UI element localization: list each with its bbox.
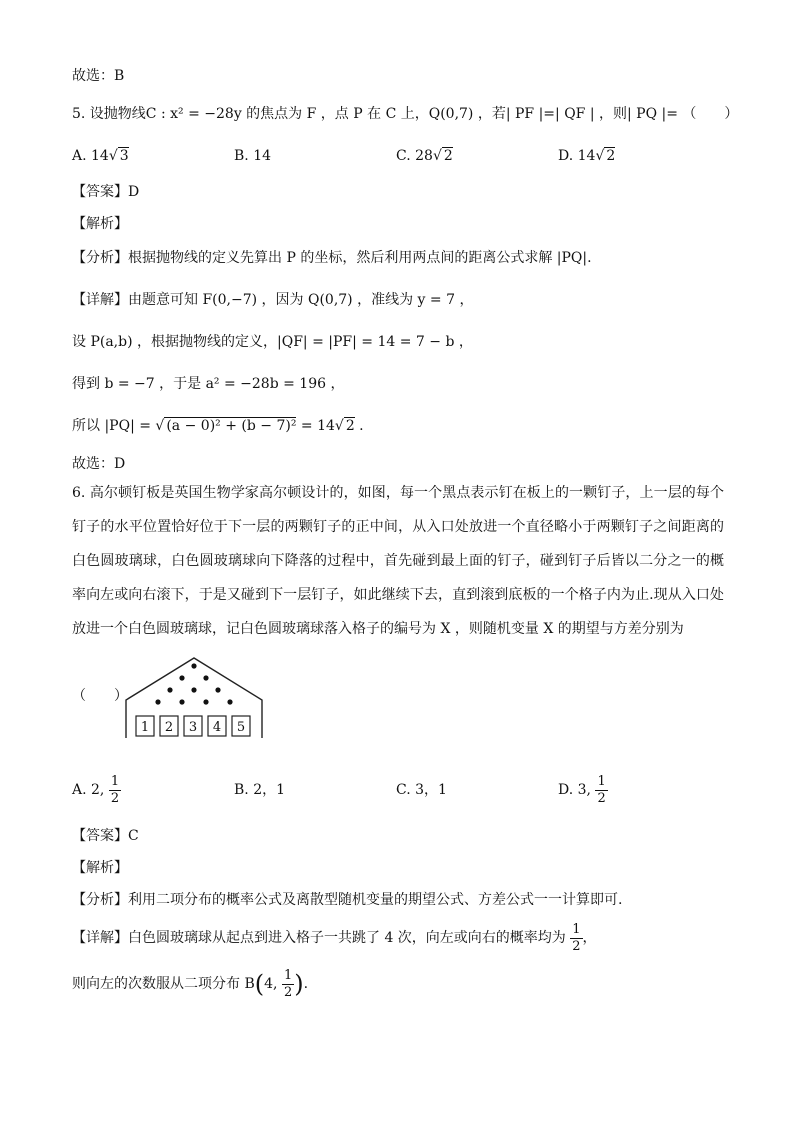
slot-label: 5: [236, 720, 246, 735]
formula-end: .: [354, 418, 364, 434]
answer-tag: 【答案】: [72, 184, 128, 200]
option-root: 2: [606, 148, 616, 164]
q6-xiangjie-2: [72, 964, 308, 1004]
q6-option-d[interactable]: [558, 770, 608, 810]
slot-label: 4: [212, 720, 222, 735]
option-label: D.: [558, 148, 574, 164]
q6-fenxi: 【分析】利用二项分布的概率公式及离散型随机变量的期望公式、方差公式一一计算即可.: [72, 892, 623, 908]
formula-prefix: 所以 |PQ| =: [72, 418, 156, 434]
xiangjie-text: 【详解】白色圆玻璃球从起点到进入格子一共跳了 4 次，向左或向右的概率均为: [72, 930, 566, 946]
option-label: C.: [396, 148, 411, 164]
fraction-den: 2: [283, 984, 293, 1000]
option-value: 28: [415, 148, 433, 164]
slot-label: 1: [140, 720, 150, 735]
q6-bracket: （ ）: [72, 688, 128, 704]
slot-label: 2: [164, 720, 174, 735]
q6-answer: [72, 826, 139, 846]
option-value: 2,: [91, 782, 105, 798]
formula-root: (a − 0)² + (b − 7)²: [166, 418, 297, 434]
xiangjie-end: .: [303, 976, 309, 992]
q5-xiangjie-4: [72, 416, 364, 436]
q5-final: 故选：D: [72, 456, 126, 472]
q5-fenxi: 【分析】根据抛物线的定义先算出 P 的坐标，然后利用两点间的距离公式求解 |PQ|.: [72, 250, 592, 266]
q5-option-a[interactable]: [72, 146, 129, 166]
fraction-num: 1: [283, 967, 293, 983]
q6-analysis-tag: 【解析】: [72, 860, 128, 876]
q6-xiangjie-1: [72, 918, 597, 958]
paren-close-icon: ): [294, 970, 304, 998]
answer-tag: 【答案】: [72, 828, 128, 844]
answer-value: C: [128, 828, 139, 844]
fraction: [109, 774, 121, 807]
sqrt-icon: √: [155, 418, 165, 434]
fraction-num: 1: [110, 773, 120, 789]
q6-stem: 6. 高尔顿钉板是英国生物学家高尔顿设计的，如图，每一个黑点表示钉在板上的一颗钉子，上一层的每个钉子的水平位置恰好位于下一层的两颗钉子的正中间，从入口处放进一个直径略小于两颗钉子之间距离的白色圆玻璃球，白色圆玻璃球向下降落的过程中，首先碰到最上面的钉子，碰到钉子后皆以二分之一的概率向左或向右滚下，于是又碰到下一层钉子，如此继续下去，直到滚到底板的一个格子内为止.现从入口处放进一个白色圆玻璃球，记白色圆玻璃球落入格子的编号为 X ，则随机变量 X 的期望与方差分别为: [72, 485, 724, 637]
q4-answer-line: 故选：B: [72, 68, 125, 84]
q6-option-a[interactable]: [72, 770, 121, 810]
option-root: 3: [119, 148, 129, 164]
sqrt-icon: √: [432, 148, 442, 164]
q5-option-d[interactable]: [558, 146, 615, 166]
fraction: [570, 922, 582, 955]
q6-option-b[interactable]: B. 2，1: [234, 782, 286, 798]
sqrt-icon: √: [334, 418, 344, 434]
q5-stem: 5. 设抛物线C : x² = −28y 的焦点为 F ，点 P 在 C 上，Q(0,7) ，若| PF |=| QF | ，则| PQ |= （ ）: [72, 106, 739, 122]
q5-answer: [72, 182, 139, 202]
fraction-den: 2: [572, 938, 581, 954]
option-label: A.: [72, 148, 87, 164]
option-value: 14: [253, 148, 272, 164]
q5-option-b[interactable]: [234, 146, 271, 166]
fraction: [595, 774, 607, 807]
option-label: D.: [558, 782, 574, 798]
xiangjie-end: ，: [582, 930, 597, 946]
slot-label: 3: [188, 720, 198, 735]
q5-xiangjie-2: 设 P(a,b) ，根据抛物线的定义，|QF| = |PF| = 14 = 7 − b ，: [72, 334, 473, 350]
option-value: 3,: [577, 782, 591, 798]
sqrt-icon: √: [595, 148, 605, 164]
galton-board-figure: [124, 656, 264, 740]
q5-option-c[interactable]: [396, 146, 453, 166]
q5-analysis-tag: 【解析】: [72, 216, 128, 232]
option-value: 14: [91, 148, 109, 164]
binomial-arg: 4,: [264, 976, 278, 992]
fraction-num: 1: [597, 773, 606, 789]
formula-suffix: = 14: [296, 418, 335, 434]
option-value: 14: [577, 148, 596, 164]
fraction: [282, 968, 294, 1001]
option-root: 2: [443, 148, 453, 164]
fraction-den: 2: [597, 790, 606, 806]
q5-xiangjie-1: 【详解】由题意可知 F(0,−7) ，因为 Q(0,7) ，准线为 y = 7 ，: [72, 292, 474, 308]
fraction-num: 1: [572, 921, 581, 937]
paren-open-icon: (: [254, 970, 265, 998]
formula-root-2: 2: [345, 418, 355, 434]
q5-xiangjie-3: 得到 b = −7 ，于是 a² = −28b = 196 ，: [72, 376, 345, 392]
xiangjie-text: 则向左的次数服从二项分布 B: [72, 976, 255, 992]
q6-option-c[interactable]: C. 3，1: [396, 782, 447, 798]
answer-value: D: [128, 184, 140, 200]
option-label: A.: [72, 782, 87, 798]
option-label: B.: [234, 148, 249, 164]
fraction-den: 2: [110, 790, 120, 806]
sqrt-icon: √: [108, 148, 118, 164]
